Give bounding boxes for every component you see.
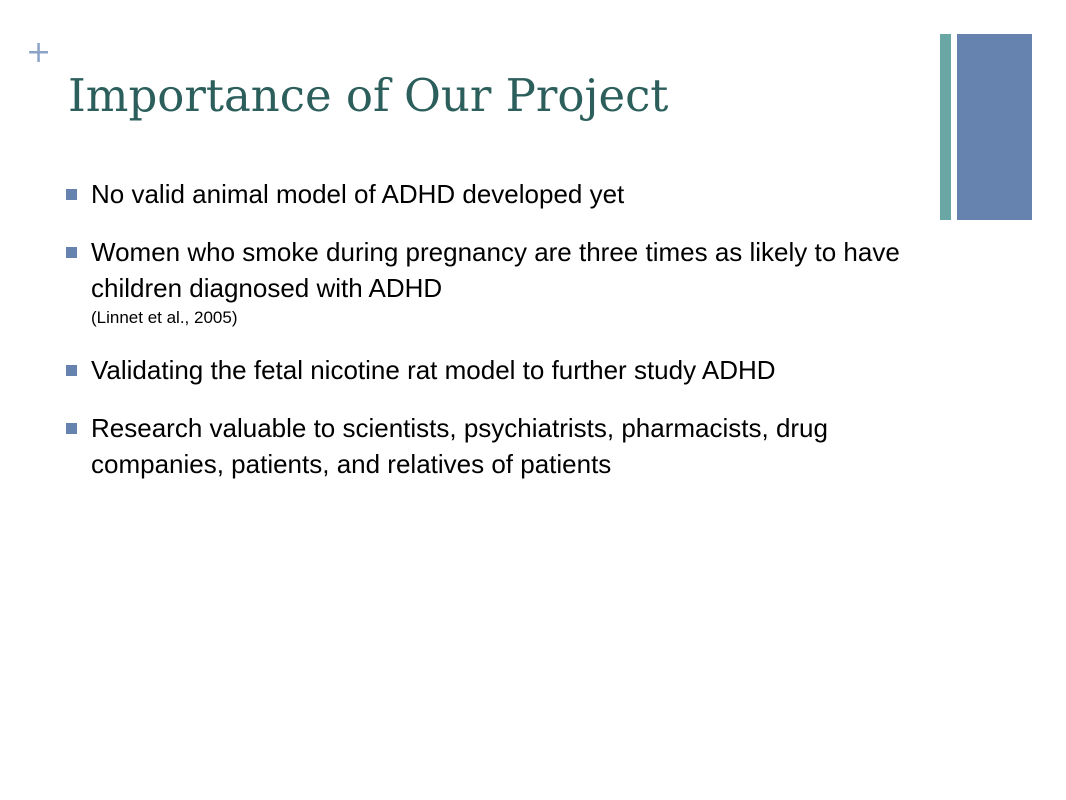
- square-bullet-icon: [66, 247, 77, 258]
- bullet-text: Research valuable to scientists, psychiatrists, pharmacists, drug companies, patients, and relatives of patients: [91, 413, 828, 479]
- bullet-list: [66, 176, 906, 504]
- square-bullet-icon: [66, 423, 77, 434]
- bullet-item: [66, 410, 906, 482]
- accent-bar-wide: [957, 34, 1032, 220]
- slide-title: Importance of Our Project: [68, 69, 669, 122]
- accent-bar-thin: [940, 34, 951, 220]
- plus-icon: +: [26, 35, 52, 70]
- bullet-item: [66, 234, 906, 330]
- bullet-text: Women who smoke during pregnancy are three times as likely to have children diagnosed with ADHD: [91, 237, 900, 303]
- square-bullet-icon: [66, 189, 77, 200]
- bullet-item: [66, 176, 906, 212]
- bullet-item: [66, 352, 906, 388]
- bullet-citation: (Linnet et al., 2005): [91, 308, 238, 327]
- square-bullet-icon: [66, 365, 77, 376]
- bullet-text: No valid animal model of ADHD developed yet: [91, 179, 625, 209]
- bullet-text: Validating the fetal nicotine rat model to further study ADHD: [91, 355, 776, 385]
